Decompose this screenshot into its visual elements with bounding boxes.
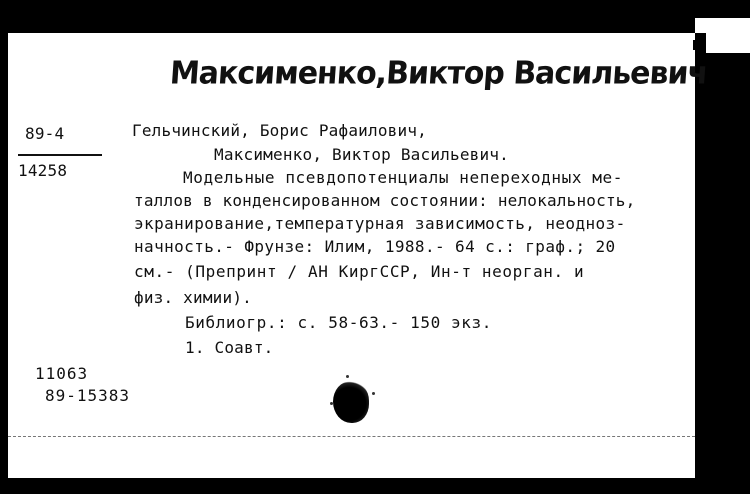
bibliography-line: Библиогр.: с. 58-63.- 150 экз. xyxy=(185,313,492,332)
call-number-bottom: 14258 xyxy=(18,161,68,180)
call-number-divider xyxy=(18,154,102,156)
title-line: физ. химии). xyxy=(134,288,252,307)
title-line: экранирование,температурная зависимость, неоднoз- xyxy=(134,214,626,233)
call-number-top: 89-4 xyxy=(25,124,65,143)
ink-speck xyxy=(346,375,349,378)
card-notch xyxy=(693,40,705,50)
title-line: начность.- Фрунзе: Илим, 1988.- 64 с.: граф.; 20 xyxy=(134,237,616,256)
title-line: таллов в конденсированном состоянии: нелокальность, xyxy=(134,191,636,210)
background-strip xyxy=(706,33,750,53)
subject-line: 1. Соавт. xyxy=(185,338,274,357)
record-number: 89-15383 xyxy=(45,386,131,405)
ink-speck xyxy=(330,402,333,405)
title-line: Модельные псевдопотенциалы непереходных ме- xyxy=(183,168,624,187)
background-strip xyxy=(695,18,750,33)
inventory-number: 11063 xyxy=(35,364,89,383)
title-line: см.- (Препринт / АН КиргССР, Ин-т неорган. и xyxy=(134,262,585,281)
ink-speck xyxy=(372,392,375,395)
author-line: Гельчинский, Борис Рафаилович, xyxy=(132,121,427,140)
coauthor-line: Максименко, Виктор Васильевич. xyxy=(214,145,509,164)
card-bottom-edge xyxy=(8,436,695,437)
handwritten-heading: Максименко,Виктор Васильевич xyxy=(168,55,709,92)
ink-stamp-blot xyxy=(333,381,369,423)
